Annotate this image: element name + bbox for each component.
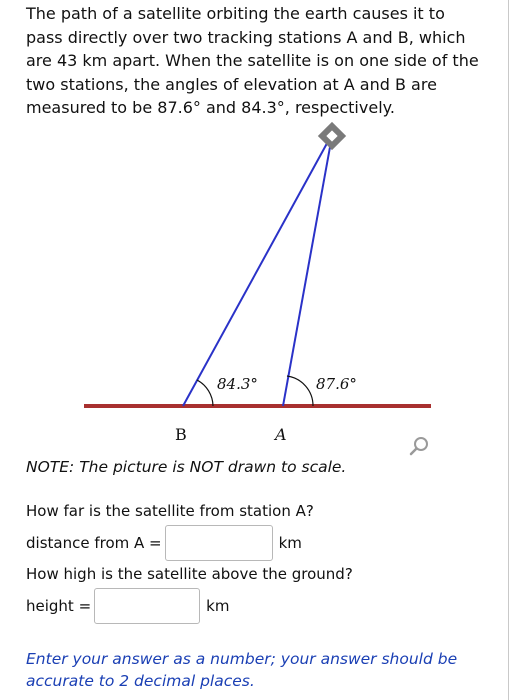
distance-label: distance from A = xyxy=(26,534,162,552)
question-1-row xyxy=(26,525,302,561)
station-label-b: B xyxy=(175,425,187,444)
question-2-prompt: How high is the satellite above the ground? xyxy=(26,565,353,583)
height-label: height = xyxy=(26,597,92,615)
sight-line-a xyxy=(283,136,332,406)
sight-line-b xyxy=(183,136,331,406)
problem-statement: The path of a satellite orbiting the earth causes it to pass directly over two tracking stations A and B, which are 43 km apart. When the satellite is on one side of the two stations, the angles of elevation at A and B are measured to be 87.6° and 84.3°, respectively. xyxy=(26,4,479,117)
satellite-icon xyxy=(318,122,346,150)
magnifier-icon[interactable] xyxy=(407,433,433,459)
distance-unit: km xyxy=(278,534,302,552)
satellite-diagram xyxy=(0,110,513,460)
distance-input[interactable] xyxy=(165,525,273,561)
angle-label-b: 84.3° xyxy=(217,375,258,393)
note-text: NOTE: The picture is NOT drawn to scale. xyxy=(26,458,347,476)
question-1-prompt: How far is the satellite from station A? xyxy=(26,502,314,520)
height-input[interactable] xyxy=(94,588,200,624)
question-2-row xyxy=(26,588,229,624)
angle-arc-b xyxy=(197,380,213,406)
answer-instructions: Enter your answer as a number; your answer should be accurate to 2 decimal places. xyxy=(26,650,458,690)
angle-arc-a xyxy=(287,376,313,406)
height-unit: km xyxy=(206,597,230,615)
angle-label-a: 87.6° xyxy=(316,375,357,393)
station-label-a: A xyxy=(275,425,287,444)
